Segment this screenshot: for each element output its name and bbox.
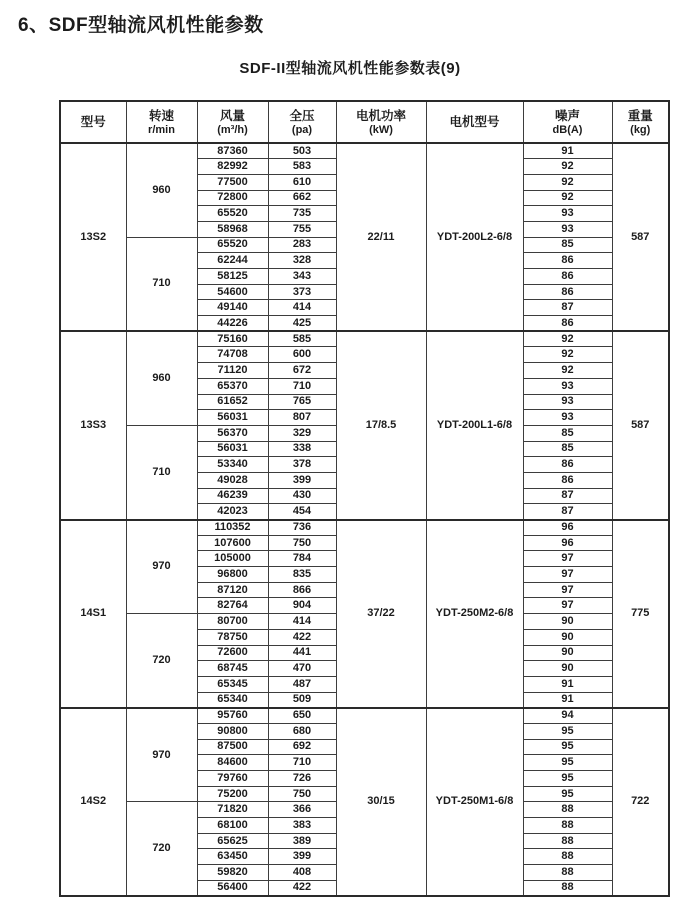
airflow-cell: 65370 (197, 378, 268, 394)
speed-cell: 720 (126, 614, 197, 708)
header-label: 转速 (148, 108, 174, 123)
noise-cell: 91 (523, 692, 612, 708)
noise-cell: 93 (523, 378, 612, 394)
pressure-cell: 343 (268, 269, 336, 285)
airflow-cell: 56370 (197, 425, 268, 441)
speed-cell: 710 (126, 237, 197, 331)
noise-cell: 97 (523, 598, 612, 614)
airflow-cell: 54600 (197, 284, 268, 300)
noise-cell: 93 (523, 410, 612, 426)
weight-cell: 775 (612, 520, 669, 708)
header-unit: (kW) (369, 123, 393, 136)
pressure-cell: 710 (268, 378, 336, 394)
header-row (60, 101, 669, 143)
weight-cell: 722 (612, 708, 669, 896)
noise-cell: 85 (523, 441, 612, 457)
airflow-cell: 78750 (197, 629, 268, 645)
power-cell: 17/8.5 (336, 331, 426, 519)
speed-cell: 960 (126, 331, 197, 425)
noise-cell: 93 (523, 394, 612, 410)
airflow-cell: 71120 (197, 363, 268, 379)
pressure-cell: 765 (268, 394, 336, 410)
airflow-cell: 79760 (197, 771, 268, 787)
noise-cell: 96 (523, 520, 612, 536)
header-unit: (pa) (291, 123, 313, 136)
pressure-cell: 414 (268, 614, 336, 630)
pressure-cell: 366 (268, 802, 336, 818)
header-label: 全压 (289, 108, 315, 123)
pressure-cell: 509 (268, 692, 336, 708)
pressure-cell: 430 (268, 488, 336, 504)
noise-cell: 92 (523, 174, 612, 190)
column-header-pressure (268, 101, 336, 143)
column-header-weight (612, 101, 669, 143)
airflow-cell: 44226 (197, 316, 268, 332)
pressure-cell: 503 (268, 143, 336, 159)
pressure-cell: 454 (268, 504, 336, 520)
noise-cell: 90 (523, 629, 612, 645)
noise-cell: 86 (523, 269, 612, 285)
pressure-cell: 422 (268, 629, 336, 645)
noise-cell: 85 (523, 425, 612, 441)
table-header (60, 101, 669, 143)
airflow-cell: 87500 (197, 739, 268, 755)
airflow-cell: 59820 (197, 865, 268, 881)
pressure-cell: 904 (268, 598, 336, 614)
noise-cell: 86 (523, 457, 612, 473)
pressure-cell: 328 (268, 253, 336, 269)
speed-cell: 970 (126, 708, 197, 802)
airflow-cell: 110352 (197, 520, 268, 536)
airflow-cell: 58968 (197, 221, 268, 237)
pressure-cell: 329 (268, 425, 336, 441)
column-header-speed (126, 101, 197, 143)
motor-model-cell: YDT-250M1-6/8 (426, 708, 523, 896)
pressure-cell: 736 (268, 520, 336, 536)
noise-cell: 91 (523, 143, 612, 159)
pressure-cell: 735 (268, 206, 336, 222)
table-row (60, 143, 669, 159)
airflow-cell: 68745 (197, 661, 268, 677)
airflow-cell: 80700 (197, 614, 268, 630)
pressure-cell: 338 (268, 441, 336, 457)
noise-cell: 86 (523, 472, 612, 488)
table-row (60, 520, 669, 536)
airflow-cell: 65625 (197, 833, 268, 849)
noise-cell: 97 (523, 582, 612, 598)
noise-cell: 93 (523, 221, 612, 237)
motor-model-cell: YDT-200L1-6/8 (426, 331, 523, 519)
airflow-cell: 71820 (197, 802, 268, 818)
airflow-cell: 49140 (197, 300, 268, 316)
airflow-cell: 82992 (197, 159, 268, 175)
weight-cell: 587 (612, 143, 669, 331)
speed-cell: 720 (126, 802, 197, 896)
pressure-cell: 784 (268, 551, 336, 567)
noise-cell: 94 (523, 708, 612, 724)
noise-cell: 85 (523, 237, 612, 253)
airflow-cell: 65345 (197, 676, 268, 692)
noise-cell: 88 (523, 818, 612, 834)
noise-cell: 87 (523, 488, 612, 504)
pressure-cell: 692 (268, 739, 336, 755)
noise-cell: 88 (523, 865, 612, 881)
noise-cell: 90 (523, 645, 612, 661)
airflow-cell: 95760 (197, 708, 268, 724)
pressure-cell: 422 (268, 880, 336, 896)
airflow-cell: 105000 (197, 551, 268, 567)
airflow-cell: 74708 (197, 347, 268, 363)
airflow-cell: 56400 (197, 880, 268, 896)
airflow-cell: 87120 (197, 582, 268, 598)
pressure-cell: 835 (268, 567, 336, 583)
pressure-cell: 650 (268, 708, 336, 724)
speed-cell: 960 (126, 143, 197, 237)
airflow-cell: 68100 (197, 818, 268, 834)
pressure-cell: 755 (268, 221, 336, 237)
pressure-cell: 470 (268, 661, 336, 677)
noise-cell: 92 (523, 347, 612, 363)
airflow-cell: 42023 (197, 504, 268, 520)
pressure-cell: 662 (268, 190, 336, 206)
power-cell: 30/15 (336, 708, 426, 896)
airflow-cell: 87360 (197, 143, 268, 159)
noise-cell: 92 (523, 331, 612, 347)
table-row (60, 331, 669, 347)
noise-cell: 86 (523, 284, 612, 300)
header-unit: (kg) (630, 123, 651, 136)
pressure-cell: 425 (268, 316, 336, 332)
pressure-cell: 378 (268, 457, 336, 473)
pressure-cell: 680 (268, 723, 336, 739)
header-label: 型号 (80, 114, 106, 129)
noise-cell: 88 (523, 880, 612, 896)
pressure-cell: 710 (268, 755, 336, 771)
noise-cell: 95 (523, 771, 612, 787)
pressure-cell: 807 (268, 410, 336, 426)
noise-cell: 95 (523, 755, 612, 771)
model-cell: 14S1 (60, 520, 126, 708)
header-unit: dB(A) (552, 123, 583, 136)
header-label: 电机功率 (355, 108, 406, 123)
column-header-power (336, 101, 426, 143)
noise-cell: 86 (523, 316, 612, 332)
pressure-cell: 750 (268, 535, 336, 551)
weight-cell: 587 (612, 331, 669, 519)
pressure-cell: 408 (268, 865, 336, 881)
airflow-cell: 65340 (197, 692, 268, 708)
noise-cell: 97 (523, 551, 612, 567)
noise-cell: 96 (523, 535, 612, 551)
pressure-cell: 373 (268, 284, 336, 300)
noise-cell: 91 (523, 676, 612, 692)
model-cell: 13S2 (60, 143, 126, 331)
pressure-cell: 726 (268, 771, 336, 787)
header-label: 风量 (219, 108, 245, 123)
pressure-cell: 399 (268, 849, 336, 865)
airflow-cell: 56031 (197, 441, 268, 457)
pressure-cell: 583 (268, 159, 336, 175)
airflow-cell: 61652 (197, 394, 268, 410)
pressure-cell: 399 (268, 472, 336, 488)
pressure-cell: 600 (268, 347, 336, 363)
table-row (60, 708, 669, 724)
column-header-airflow (197, 101, 268, 143)
noise-cell: 92 (523, 159, 612, 175)
noise-cell: 90 (523, 614, 612, 630)
airflow-cell: 96800 (197, 567, 268, 583)
pressure-cell: 441 (268, 645, 336, 661)
power-cell: 37/22 (336, 520, 426, 708)
noise-cell: 92 (523, 190, 612, 206)
power-cell: 22/11 (336, 143, 426, 331)
noise-cell: 95 (523, 786, 612, 802)
pressure-cell: 383 (268, 818, 336, 834)
model-cell: 13S3 (60, 331, 126, 519)
pressure-cell: 487 (268, 676, 336, 692)
noise-cell: 88 (523, 833, 612, 849)
table-body (60, 143, 669, 896)
noise-cell: 90 (523, 661, 612, 677)
airflow-cell: 82764 (197, 598, 268, 614)
column-header-noise (523, 101, 612, 143)
motor-model-cell: YDT-250M2-6/8 (426, 520, 523, 708)
airflow-cell: 65520 (197, 237, 268, 253)
airflow-cell: 72800 (197, 190, 268, 206)
airflow-cell: 62244 (197, 253, 268, 269)
performance-table (59, 100, 670, 897)
airflow-cell: 77500 (197, 174, 268, 190)
airflow-cell: 107600 (197, 535, 268, 551)
pressure-cell: 672 (268, 363, 336, 379)
pressure-cell: 610 (268, 174, 336, 190)
noise-cell: 93 (523, 206, 612, 222)
airflow-cell: 56031 (197, 410, 268, 426)
header-label: 重量 (627, 108, 653, 123)
noise-cell: 86 (523, 253, 612, 269)
pressure-cell: 585 (268, 331, 336, 347)
airflow-cell: 90800 (197, 723, 268, 739)
column-header-model (60, 101, 126, 143)
airflow-cell: 46239 (197, 488, 268, 504)
noise-cell: 87 (523, 504, 612, 520)
noise-cell: 92 (523, 363, 612, 379)
pressure-cell: 389 (268, 833, 336, 849)
model-cell: 14S2 (60, 708, 126, 896)
page-title: 6、SDF型轴流风机性能参数 (18, 15, 264, 36)
noise-cell: 87 (523, 300, 612, 316)
header-label: 噪声 (554, 108, 580, 123)
airflow-cell: 65520 (197, 206, 268, 222)
motor-model-cell: YDT-200L2-6/8 (426, 143, 523, 331)
noise-cell: 97 (523, 567, 612, 583)
noise-cell: 95 (523, 739, 612, 755)
airflow-cell: 53340 (197, 457, 268, 473)
header-unit: (m³/h) (217, 123, 248, 136)
pressure-cell: 866 (268, 582, 336, 598)
airflow-cell: 84600 (197, 755, 268, 771)
airflow-cell: 75160 (197, 331, 268, 347)
airflow-cell: 72600 (197, 645, 268, 661)
noise-cell: 88 (523, 802, 612, 818)
pressure-cell: 750 (268, 786, 336, 802)
pressure-cell: 414 (268, 300, 336, 316)
airflow-cell: 75200 (197, 786, 268, 802)
noise-cell: 95 (523, 723, 612, 739)
speed-cell: 970 (126, 520, 197, 614)
speed-cell: 710 (126, 425, 197, 519)
table-title: SDF-II型轴流风机性能参数表(9) (239, 60, 461, 77)
header-unit: r/min (148, 123, 175, 136)
airflow-cell: 58125 (197, 269, 268, 285)
pressure-cell: 283 (268, 237, 336, 253)
column-header-motor-model (426, 101, 523, 143)
airflow-cell: 63450 (197, 849, 268, 865)
airflow-cell: 49028 (197, 472, 268, 488)
noise-cell: 88 (523, 849, 612, 865)
header-label: 电机型号 (449, 114, 500, 129)
